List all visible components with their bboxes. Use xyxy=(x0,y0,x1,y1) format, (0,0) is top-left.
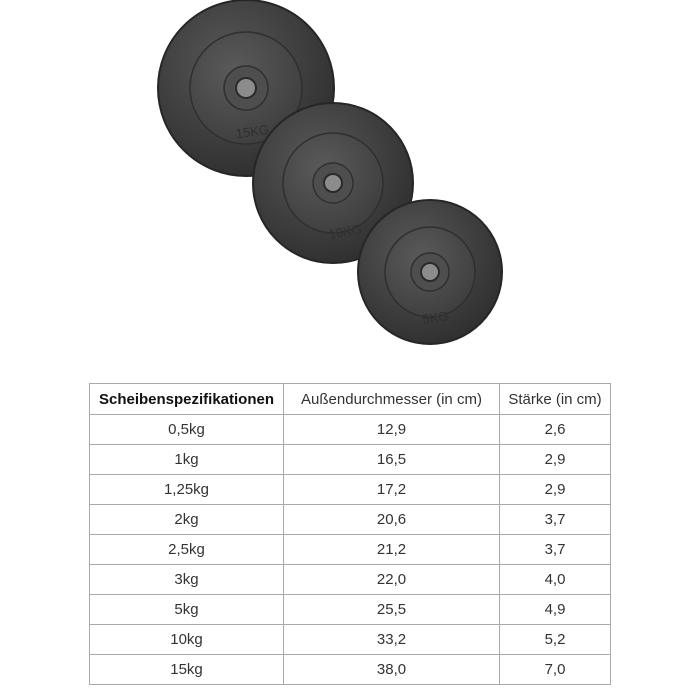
cell-weight: 3kg xyxy=(90,565,284,595)
cell-weight: 5kg xyxy=(90,595,284,625)
table-row xyxy=(90,445,611,475)
cell-diameter: 12,9 xyxy=(284,415,500,445)
table-row xyxy=(90,535,611,565)
cell-thickness: 3,7 xyxy=(500,505,611,535)
plate-10kg-label: 10KG xyxy=(327,221,363,242)
header-plate-spec: Scheibenspezifikationen xyxy=(90,384,284,415)
table-row xyxy=(90,565,611,595)
cell-weight: 2,5kg xyxy=(90,535,284,565)
cell-thickness: 7,0 xyxy=(500,655,611,685)
cell-weight: 2kg xyxy=(90,505,284,535)
header-thickness: Stärke (in cm) xyxy=(500,384,611,415)
cell-thickness: 4,0 xyxy=(500,565,611,595)
cell-diameter: 33,2 xyxy=(284,625,500,655)
plate-specifications-table xyxy=(89,383,611,685)
table-header-row xyxy=(90,384,611,415)
cell-thickness: 2,6 xyxy=(500,415,611,445)
table-row xyxy=(90,415,611,445)
table-row xyxy=(90,625,611,655)
cell-diameter: 17,2 xyxy=(284,475,500,505)
cell-weight: 15kg xyxy=(90,655,284,685)
table-row xyxy=(90,505,611,535)
cell-thickness: 5,2 xyxy=(500,625,611,655)
header-outer-diameter: Außendurchmesser (in cm) xyxy=(284,384,500,415)
plate-5kg-label: 5KG xyxy=(421,308,450,327)
cell-diameter: 38,0 xyxy=(284,655,500,685)
cell-diameter: 20,6 xyxy=(284,505,500,535)
cell-thickness: 3,7 xyxy=(500,535,611,565)
cell-weight: 1kg xyxy=(90,445,284,475)
cell-weight: 10kg xyxy=(90,625,284,655)
table-row xyxy=(90,655,611,685)
cell-thickness: 2,9 xyxy=(500,445,611,475)
plate-5kg xyxy=(358,200,502,344)
cell-thickness: 2,9 xyxy=(500,475,611,505)
cell-diameter: 16,5 xyxy=(284,445,500,475)
table-row xyxy=(90,475,611,505)
table-row xyxy=(90,595,611,625)
plate-15kg-label: 15KG xyxy=(234,121,270,142)
cell-weight: 1,25kg xyxy=(90,475,284,505)
cell-diameter: 25,5 xyxy=(284,595,500,625)
cell-weight: 0,5kg xyxy=(90,415,284,445)
cell-thickness: 4,9 xyxy=(500,595,611,625)
cell-diameter: 21,2 xyxy=(284,535,500,565)
cell-diameter: 22,0 xyxy=(284,565,500,595)
